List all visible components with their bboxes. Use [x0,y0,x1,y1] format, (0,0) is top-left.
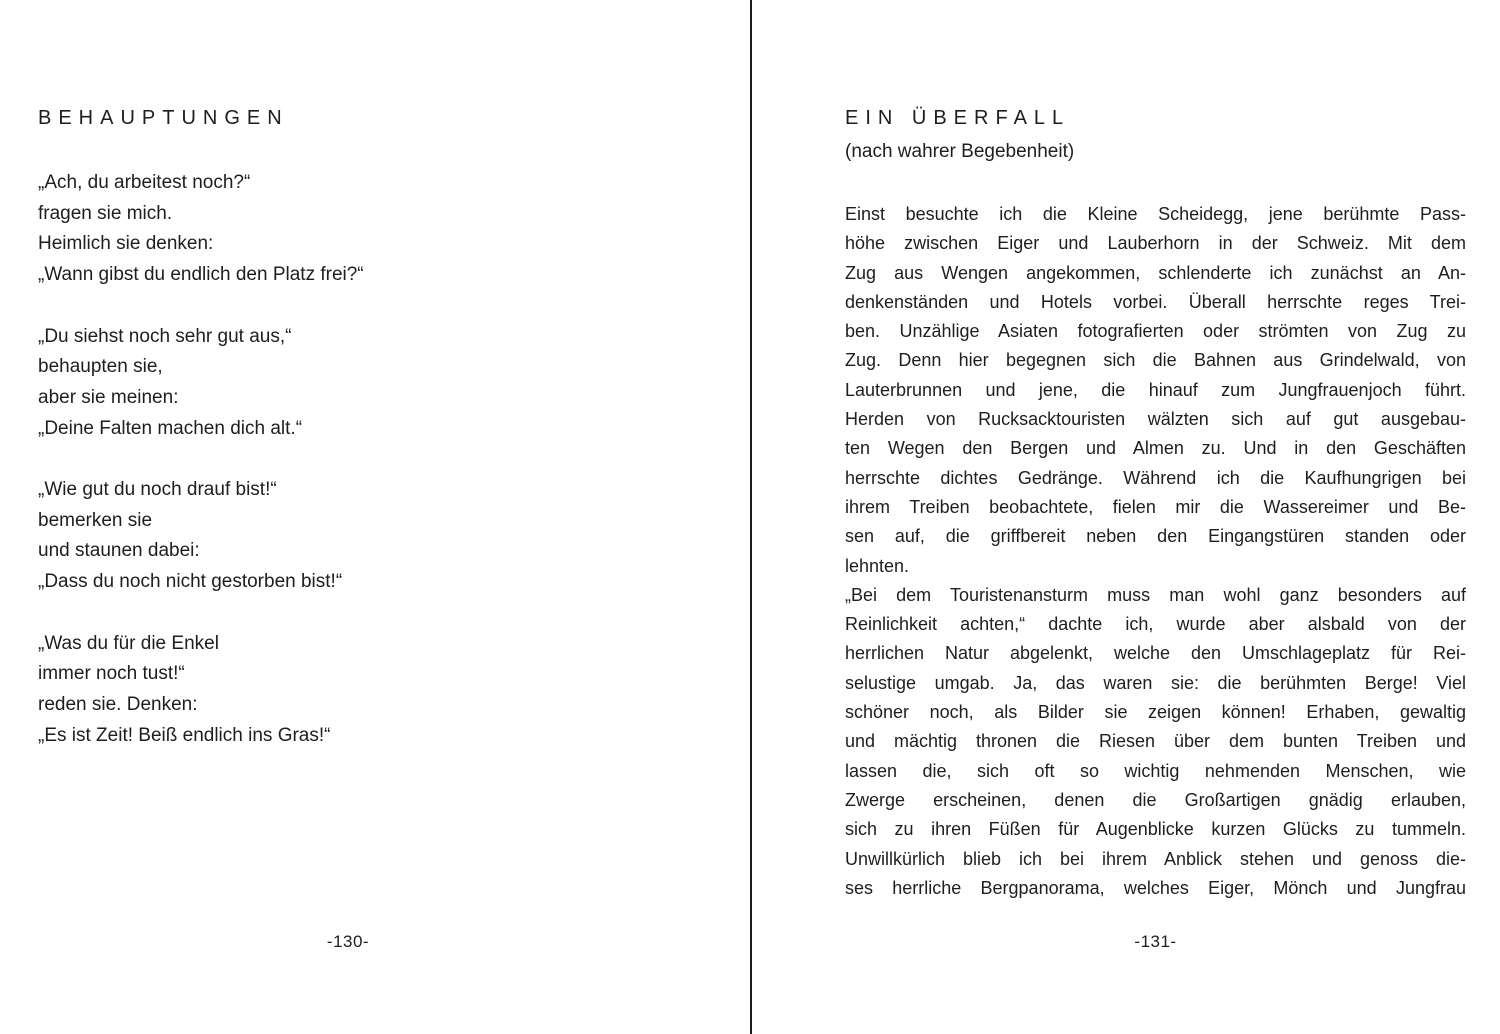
poem-stanza [38,629,658,752]
story-line: „Bei dem Touristenansturm muss man wohl ganz besonders auf [845,584,1466,605]
story-line: Lauterbrunnen und jene, die hinauf zum Jungfrauenjoch führt. [845,379,1466,400]
poem-line: behaupten sie, [38,356,163,378]
story-text [845,200,1466,903]
story-line: denkenständen und Hotels vorbei. Überall herrschte reges Trei- [845,291,1466,312]
right-page-subtitle: (nach wahrer Begebenheit) [845,141,1075,162]
story-line: herrschte dichtes Gedränge. Während ich die Kaufhungrigen bei [845,467,1466,488]
story-line: Reinlichkeit achten,“ dachte ich, wurde aber alsbald von der [845,614,1466,635]
story-line: ben. Unzählige Asiaten fotografierten oder strömten von Zug zu [845,321,1466,342]
poem-line: fragen sie mich. [38,202,173,224]
right-page-title: EIN ÜBERFALL [845,107,1071,129]
story-line: lehnten. [845,555,910,576]
poem-line: „Es ist Zeit! Beiß endlich ins Gras!“ [38,724,331,746]
story-line: Einst besuchte ich die Kleine Scheidegg, jene berühmte Pass- [845,204,1466,224]
story-line: Herden von Rucksacktouristen wälzten sich auf gut ausgebau- [845,409,1466,430]
story-line: Zug. Denn hier begegnen sich die Bahnen aus Grindelwald, von [845,350,1466,371]
poem-line: „Wann gibst du endlich den Platz frei?“ [38,264,364,286]
poem-stanza [38,475,658,598]
story-line: Zug aus Wengen angekommen, schlenderte ich zunächst an An- [845,262,1466,283]
poem-line: „Wie gut du noch drauf bist!“ [38,479,277,500]
poem-line: „Du siehst noch sehr gut aus,“ [38,325,292,347]
story-line: sich zu ihren Füßen für Augenblicke kurzen Glücks zu tummeln. [845,819,1466,840]
poem [38,168,658,782]
poem-line: und staunen dabei: [38,540,200,562]
story-line: und mächtig thronen die Riesen über dem bunten Treiben und [845,731,1466,752]
story-line: sen auf, die griffbereit neben den Eingangstüren standen oder [845,526,1466,547]
right-page-number: -131- [1134,932,1177,951]
poem-line: Heimlich sie denken: [38,233,214,255]
poem-line: „Deine Falten machen dich alt.“ [38,417,303,439]
poem-line: reden sie. Denken: [38,693,198,715]
story-line: schöner noch, als Bilder sie zeigen können! Erhaben, gewaltig [845,702,1466,723]
poem-stanza [38,322,658,445]
story-line: höhe zwischen Eiger und Lauberhorn in der Schweiz. Mit dem [845,233,1466,254]
poem-line: bemerken sie [38,509,153,531]
left-page [0,0,749,1034]
poem-line: „Was du für die Enkel [38,632,219,654]
poem-line: „Dass du noch nicht gestorben bist!“ [38,571,343,593]
poem-line: „Ach, du arbeitest noch?“ [38,172,251,193]
story-line: Zwerge erscheinen, denen die Großartigen gnädig erlauben, [845,789,1466,810]
left-page-number: -130- [326,932,370,951]
story-line: ses herrliche Bergpanorama, welches Eiger, Mönch und Jungfrau [845,877,1466,898]
story-line: ten Wegen den Bergen und Almen zu. Und in den Geschäften [845,438,1466,459]
left-page-title: BEHAUPTUNGEN [38,107,289,129]
poem-line: aber sie meinen: [38,386,179,408]
poem-stanza [38,168,658,291]
right-page [751,0,1500,1034]
story-line: Unwillkürlich blieb ich bei ihrem Anblick stehen und genoss die- [845,848,1466,869]
story-line: selustige umgab. Ja, das waren sie: die berühmten Berge! Viel [845,672,1466,693]
story-line: ihrem Treiben beobachtete, fielen mir die Wassereimer und Be- [845,496,1466,517]
poem-line: immer noch tust!“ [38,663,185,685]
story-line: lassen die, sich oft so wichtig nehmenden Menschen, wie [845,760,1466,781]
story-line: herrlichen Natur abgelenkt, welche den Umschlageplatz für Rei- [845,643,1466,664]
